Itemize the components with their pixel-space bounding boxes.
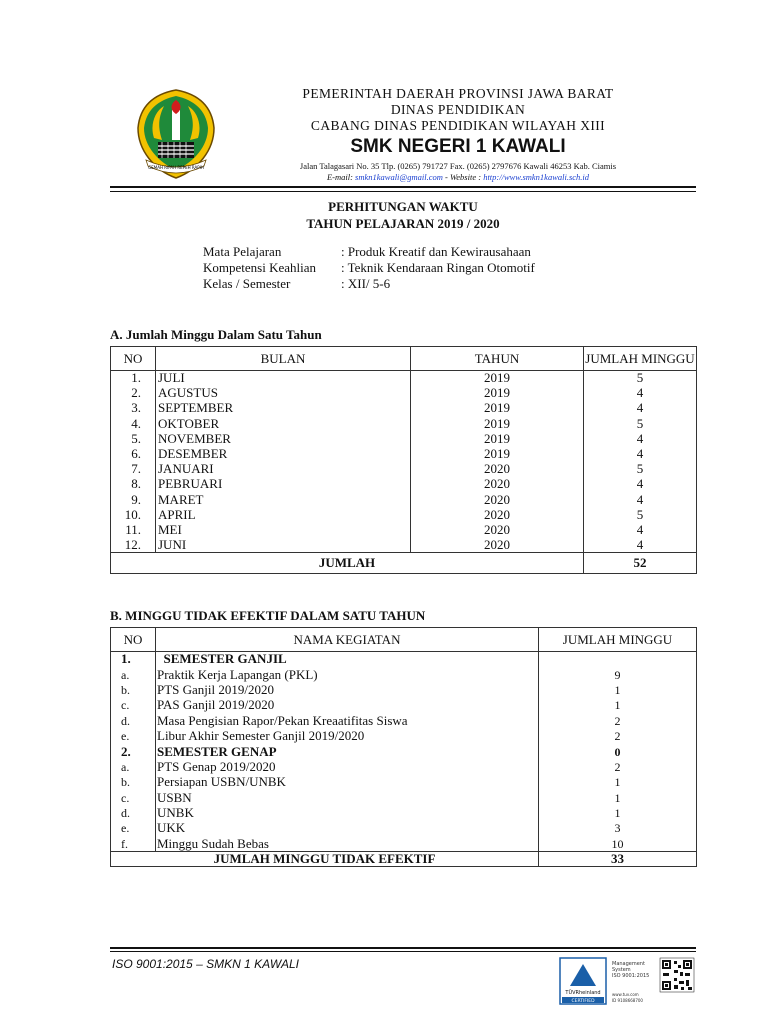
title-line1: PERHITUNGAN WAKTU [328,199,478,214]
cell-kegiatan: Praktik Kerja Lapangan (PKL) [156,667,539,682]
cell-no: b. [111,775,156,790]
email-link[interactable]: smkn1kawali@gmail.com [355,172,443,182]
cell-no: 4. [111,416,156,431]
cell-kegiatan: USBN [156,790,539,805]
meta-value: : Teknik Kendaraan Ringan Otomotif [341,260,535,275]
contact-line [230,172,686,183]
col-tahun: TAHUN [411,347,584,371]
cell-jumlah: 5 [584,507,697,522]
table-row [111,462,697,477]
cell-no: 8. [111,477,156,492]
cell-kegiatan: Masa Pengisian Rapor/Pekan Kreaatifitas Siswa [156,713,539,728]
cell-kegiatan: SEMESTER GANJIL [156,652,539,667]
total-value: 52 [584,553,697,574]
cell-no: e. [111,728,156,743]
cell-no: 9. [111,492,156,507]
cell-no: 5. [111,431,156,446]
cell-no: f. [111,836,156,851]
col-jumlah: JUMLAH MINGGU [584,347,697,371]
school-name: SMK NEGERI 1 KAWALI [350,136,566,157]
website-link[interactable]: http://www.smkn1kawali.sch.id [483,172,590,182]
cell-bulan: JANUARI [156,462,411,477]
table-row [111,759,697,774]
cell-no: 10. [111,507,156,522]
west-java-emblem-logo [136,88,216,180]
table-row [111,401,697,416]
table-row [111,790,697,805]
cell-no: b. [111,682,156,697]
section-a-title: A. Jumlah Minggu Dalam Satu Tahun [110,327,322,342]
cell-kegiatan: UNBK [156,805,539,820]
cell-jumlah: 4 [584,492,697,507]
cell-jumlah: 1 [539,775,697,790]
cell-jumlah: 4 [584,431,697,446]
cell-no: c. [111,790,156,805]
meta-row [203,244,535,260]
cell-no: 1. [111,652,156,667]
cell-jumlah: 1 [539,682,697,697]
header-line1: PEMERINTAH DAERAH PROVINSI JAWA BARAT [302,86,614,101]
meta-row [203,276,535,292]
header-rule-thin [110,191,696,192]
cell-jumlah: 1 [539,805,697,820]
cert-line2: System [612,967,631,973]
cell-bulan: DESEMBER [156,446,411,461]
title-line2: TAHUN PELAJARAN 2019 / 2020 [306,216,500,231]
cell-jumlah: 1 [539,698,697,713]
cell-jumlah: 5 [584,462,697,477]
cell-kegiatan: Libur Akhir Semester Ganjil 2019/2020 [156,728,539,743]
email-label: E-mail: [326,172,356,182]
cell-jumlah: 4 [584,446,697,461]
document-meta [203,244,535,292]
cell-kegiatan: UKK [156,821,539,836]
cell-jumlah: 3 [539,821,697,836]
logo-caption: GEMAH RIPAH REPEH RAPIH [148,165,204,170]
cell-no: 2. [111,386,156,401]
cell-no: 11. [111,522,156,537]
table-total-row [111,852,697,867]
cert-line1: Management [612,961,645,967]
table-row [111,446,697,461]
cell-tahun: 2019 [411,431,584,446]
cell-no: 7. [111,462,156,477]
cert-url: www.tuv.com [612,992,639,997]
cell-jumlah: 4 [584,538,697,553]
cell-jumlah: 2 [539,759,697,774]
cell-tahun: 2020 [411,522,584,537]
meta-key: Mata Pelajaran [203,244,282,259]
table-row [111,522,697,537]
cell-jumlah: 4 [584,477,697,492]
footer-rule-thick [110,947,696,949]
cell-jumlah: 0 [539,744,697,759]
cell-tahun: 2019 [411,446,584,461]
table-header-row [111,347,697,371]
cell-bulan: NOVEMBER [156,431,411,446]
tuv-certification-badge [558,956,696,1006]
cell-no: 12. [111,538,156,553]
cell-kegiatan: PTS Genap 2019/2020 [156,759,539,774]
weeks-per-year-table [110,346,697,574]
cell-bulan: JULI [156,371,411,386]
meta-value: : XII/ 5-6 [341,276,391,291]
cell-kegiatan: PAS Ganjil 2019/2020 [156,698,539,713]
cert-brand: TÜVRheinland [565,990,601,996]
total-label: JUMLAH [111,553,584,574]
cell-jumlah: 4 [584,522,697,537]
col-kegiatan: NAMA KEGIATAN [156,628,539,652]
qr-code-icon [660,958,694,992]
table-row [111,667,697,682]
col-jumlah: JUMLAH MINGGU [539,628,697,652]
cell-bulan: MARET [156,492,411,507]
table-row [111,805,697,820]
cell-no: 2. [111,744,156,759]
cell-tahun: 2019 [411,371,584,386]
footer-iso-text: ISO 9001:2015 – SMKN 1 KAWALI [112,957,299,971]
cell-jumlah: 2 [539,713,697,728]
cell-jumlah: 2 [539,728,697,743]
cell-jumlah [539,652,697,667]
website-label: - Website : [442,172,484,182]
cell-bulan: APRIL [156,507,411,522]
table-row [111,652,697,667]
cell-tahun: 2020 [411,507,584,522]
col-bulan: BULAN [156,347,411,371]
total-value: 33 [539,852,697,867]
table-row [111,682,697,697]
cell-tahun: 2019 [411,416,584,431]
cell-jumlah: 1 [539,790,697,805]
cell-no: d. [111,805,156,820]
cell-bulan: SEPTEMBER [156,401,411,416]
table-row [111,744,697,759]
table-row [111,477,697,492]
cell-tahun: 2019 [411,401,584,416]
table-row [111,416,697,431]
cell-bulan: OKTOBER [156,416,411,431]
table-row [111,371,697,386]
cell-kegiatan: SEMESTER GENAP [156,744,539,759]
ineffective-weeks-table [110,627,697,867]
cell-bulan: MEI [156,522,411,537]
table-row [111,507,697,522]
cell-bulan: JUNI [156,538,411,553]
school-address: Jalan Talagasari No. 35 Tlp. (0265) 791727 Fax. (0265) 2797676 Kawali 46253 Kab. Ciamis [299,161,617,171]
table-row [111,698,697,713]
cell-tahun: 2020 [411,538,584,553]
cell-no: e. [111,821,156,836]
table-row [111,728,697,743]
section-b-title: B. MINGGU TIDAK EFEKTIF DALAM SATU TAHUN [110,608,426,623]
col-no: NO [111,347,156,371]
cert-line3: ISO 9001:2015 [612,973,650,979]
cell-no: c. [111,698,156,713]
cell-kegiatan: Minggu Sudah Bebas [156,836,539,851]
cell-jumlah: 10 [539,836,697,851]
table-row [111,492,697,507]
letterhead [230,86,686,183]
cell-jumlah: 9 [539,667,697,682]
cell-bulan: PEBRUARI [156,477,411,492]
meta-key: Kompetensi Keahlian [203,260,316,275]
cell-kegiatan: Persiapan USBN/UNBK [156,775,539,790]
cell-jumlah: 5 [584,371,697,386]
cell-no: 6. [111,446,156,461]
footer-rule-thin [110,951,696,952]
table-row [111,386,697,401]
header-line2: DINAS PENDIDIKAN [390,102,526,117]
table-header-row [111,628,697,652]
cell-no: a. [111,667,156,682]
cert-id: ID 9108668700 [612,998,643,1003]
document-title [110,198,696,232]
table-row [111,775,697,790]
cell-tahun: 2020 [411,462,584,477]
header-line3: CABANG DINAS PENDIDIKAN WILAYAH XIII [310,118,606,133]
cell-no: a. [111,759,156,774]
table-row [111,836,697,851]
cell-bulan: AGUSTUS [156,386,411,401]
cert-status: CERTIFIED [571,998,595,1004]
cell-tahun: 2020 [411,477,584,492]
meta-value: : Produk Kreatif dan Kewirausahaan [341,244,531,259]
cell-kegiatan: PTS Ganjil 2019/2020 [156,682,539,697]
cell-no: d. [111,713,156,728]
cell-no: 3. [111,401,156,416]
table-row [111,538,697,553]
table-row [111,713,697,728]
header-rule-thick [110,186,696,188]
cell-no: 1. [111,371,156,386]
cell-jumlah: 5 [584,416,697,431]
cell-tahun: 2019 [411,386,584,401]
col-no: NO [111,628,156,652]
total-label: JUMLAH MINGGU TIDAK EFEKTIF [111,852,539,867]
table-row [111,821,697,836]
table-row [111,431,697,446]
cell-jumlah: 4 [584,386,697,401]
cell-tahun: 2020 [411,492,584,507]
meta-key: Kelas / Semester [203,276,291,291]
meta-row [203,260,535,276]
table-total-row [111,553,697,574]
cell-jumlah: 4 [584,401,697,416]
